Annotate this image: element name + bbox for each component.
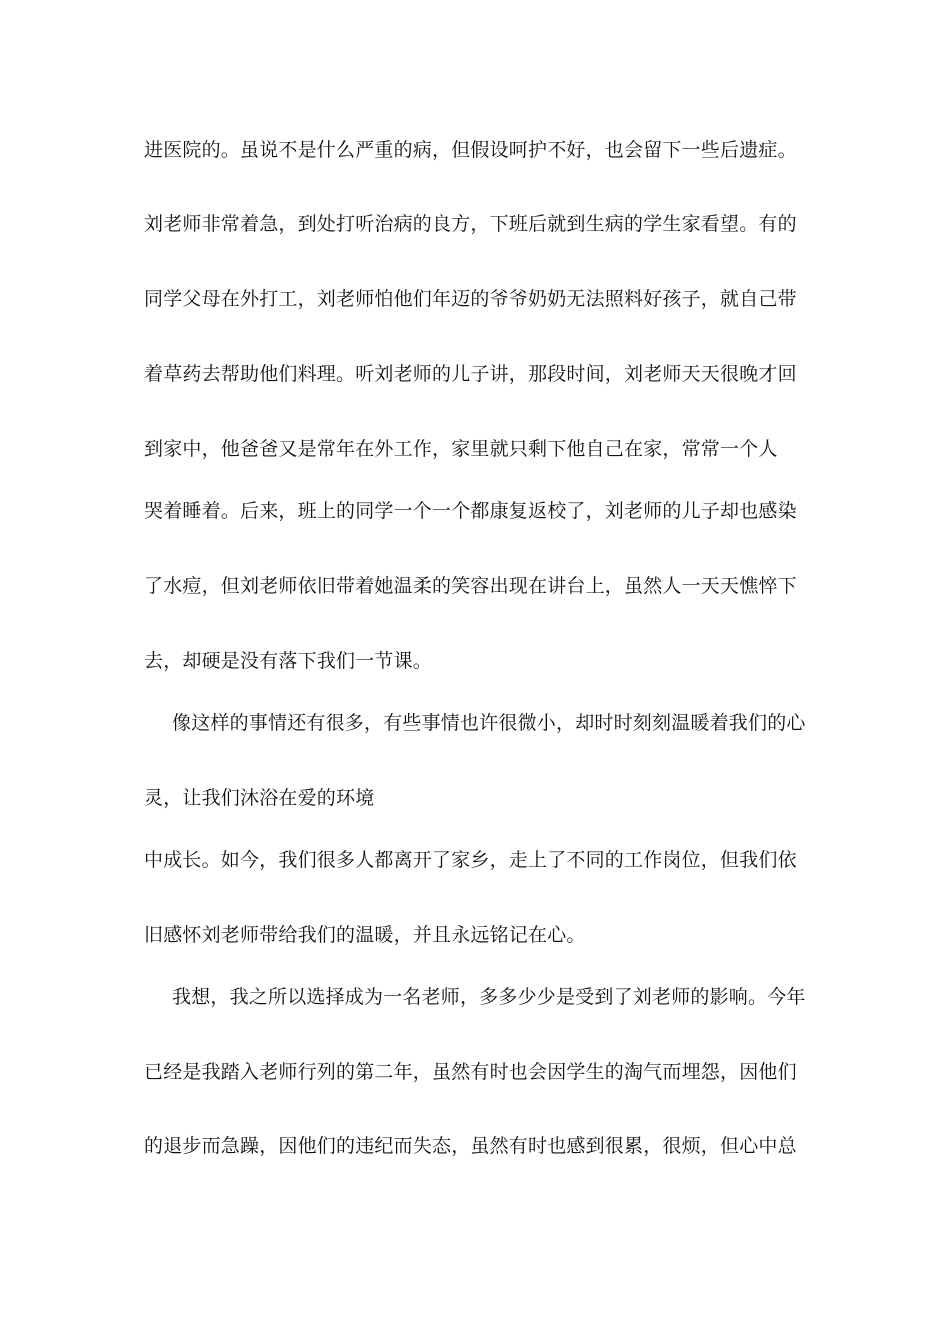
text-line: 刘老师非常着急，到处打听治病的良方，下班后就到生病的学生家看望。有的 — [144, 213, 797, 235]
text-line: 旧感怀刘老师带给我们的温暖，并且永远铭记在心。 — [144, 924, 586, 946]
text-line: 到家中，他爸爸又是常年在外工作，家里就只剩下他自己在家，常常一个人 — [144, 438, 778, 460]
text-line: 了水痘，但刘老师依旧带着她温柔的笑容出现在讲台上，虽然人一天天憔悴下 — [144, 575, 797, 597]
text-line: 去，却硬是没有落下我们一节课。 — [144, 650, 433, 672]
text-line: 进医院的。虽说不是什么严重的病，但假设呵护不好，也会留下一些后遗症。 — [144, 139, 797, 161]
text-line: 同学父母在外打工，刘老师怕他们年迈的爷爷奶奶无法照料好孩子，就自己带 — [144, 288, 797, 310]
paragraph-first-line: 我想，我之所以选择成为一名老师，多多少少是受到了刘老师的影响。今年 — [172, 986, 806, 1008]
paragraph-first-line: 像这样的事情还有很多，有些事情也许很微小，却时时刻刻温暖着我们的心 — [172, 712, 806, 734]
text-line: 的退步而急躁，因他们的违纪而失态，虽然有时也感到很累，很烦，但心中总 — [144, 1135, 797, 1157]
text-line: 已经是我踏入老师行列的第二年，虽然有时也会因学生的淘气而埋怨，因他们 — [144, 1061, 797, 1083]
text-line: 灵，让我们沐浴在爱的环境 — [144, 787, 375, 809]
text-line: 着草药去帮助他们料理。听刘老师的儿子讲，那段时间，刘老师天天很晚才回 — [144, 363, 797, 385]
text-line: 中成长。如今，我们很多人都离开了家乡，走上了不同的工作岗位，但我们依 — [144, 849, 797, 871]
text-line: 哭着睡着。后来，班上的同学一个一个都康复返校了，刘老师的儿子却也感染 — [144, 500, 797, 522]
